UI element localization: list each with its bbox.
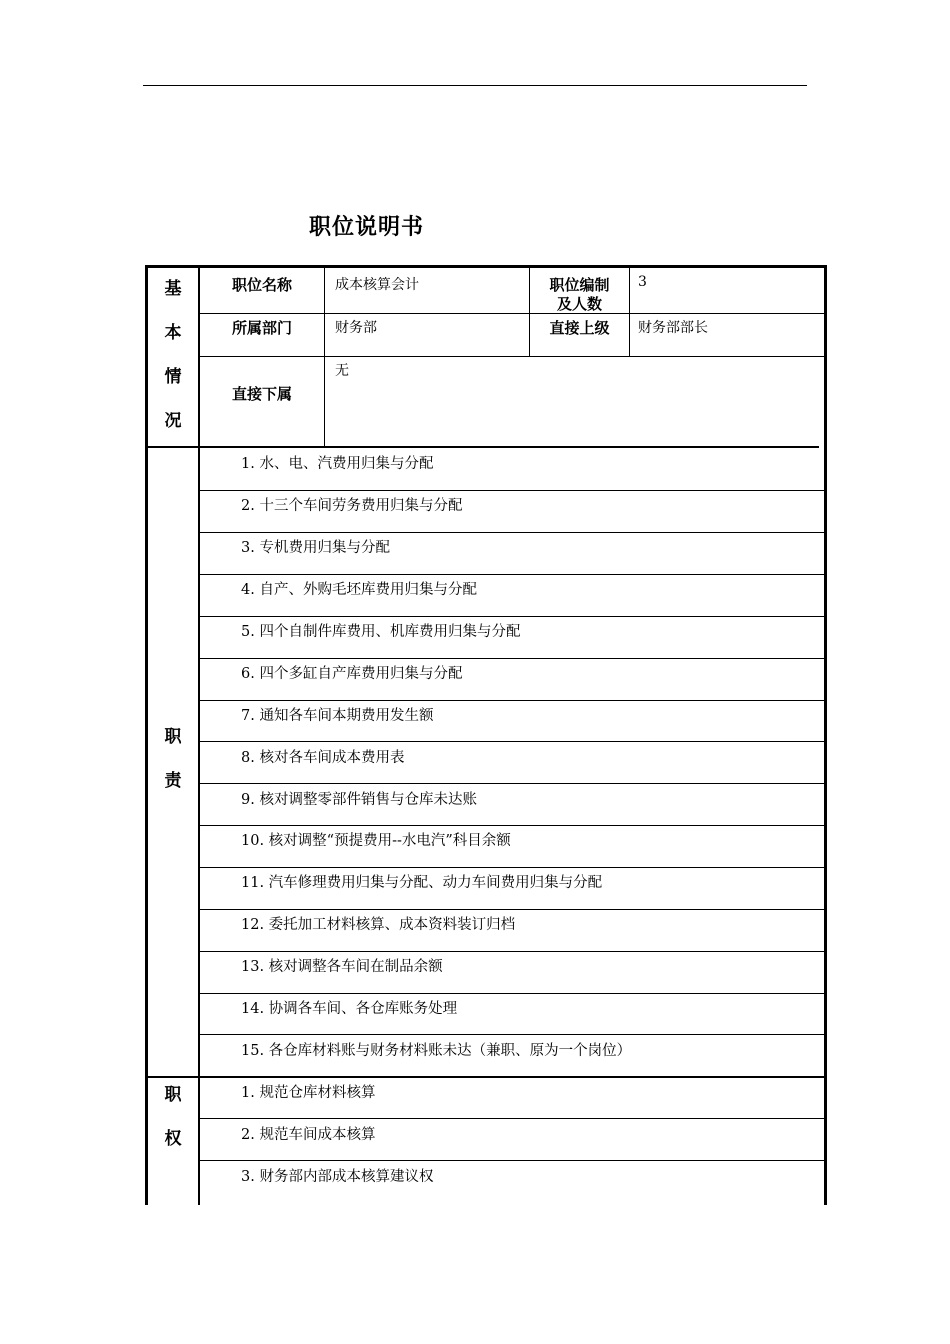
item-row-divider <box>198 616 825 617</box>
item-row-divider <box>198 532 825 533</box>
authority-item: 1. 规范仓库材料核算 <box>241 1085 376 1101</box>
headcount-label-line1: 职位编制 <box>549 276 610 294</box>
duty-item: 13. 核对调整各车间在制品余额 <box>241 959 443 975</box>
section-label-basic-1: 基 <box>164 279 182 299</box>
headcount-value: 3 <box>638 274 647 290</box>
department-label: 所属部门 <box>231 319 292 337</box>
item-row-divider <box>198 574 825 575</box>
section-divider <box>147 1076 825 1078</box>
basic-col-divider-3 <box>629 267 630 356</box>
basic-col-divider-1 <box>324 267 325 447</box>
row-divider <box>198 313 825 314</box>
section-label-basic-3: 情 <box>164 367 182 387</box>
duty-item: 11. 汽车修理费用归集与分配、动力车间费用归集与分配 <box>241 875 603 891</box>
item-row-divider <box>198 1034 825 1035</box>
item-row-divider <box>198 490 825 491</box>
position-name-label: 职位名称 <box>231 276 292 294</box>
subordinate-label: 直接下属 <box>231 385 292 403</box>
duty-item: 6. 四个多缸自产库费用归集与分配 <box>241 666 463 682</box>
item-row-divider <box>198 825 825 826</box>
headcount-label-line2: 及人数 <box>556 295 602 313</box>
section-label-duties-2: 责 <box>164 771 182 791</box>
department-value: 财务部 <box>335 320 377 336</box>
item-row-divider <box>198 867 825 868</box>
section-label-authority-1: 职 <box>164 1085 182 1105</box>
item-row-divider <box>198 951 825 952</box>
item-row-divider <box>198 700 825 701</box>
duty-item: 8. 核对各车间成本费用表 <box>241 750 405 766</box>
section-label-basic-2: 本 <box>164 323 182 343</box>
item-row-divider <box>198 658 825 659</box>
item-row-divider <box>198 1160 825 1161</box>
duty-item: 15. 各仓库材料账与财务材料账未达（兼职、原为一个岗位） <box>241 1043 632 1059</box>
subordinate-value: 无 <box>335 363 349 379</box>
item-row-divider <box>198 993 825 994</box>
duty-item: 5. 四个自制件库费用、机库费用归集与分配 <box>241 624 521 640</box>
duty-item: 1. 水、电、汽费用归集与分配 <box>241 456 434 472</box>
duty-item: 3. 专机费用归集与分配 <box>241 540 390 556</box>
document-title: 职位说明书 <box>309 215 425 240</box>
position-name-value: 成本核算会计 <box>335 277 419 293</box>
duty-item: 7. 通知各车间本期费用发生额 <box>241 708 434 724</box>
duty-item: 2. 十三个车间劳务费用归集与分配 <box>241 498 463 514</box>
row-divider <box>198 356 825 357</box>
item-row-divider <box>198 1118 825 1119</box>
authority-item: 3. 财务部内部成本核算建议权 <box>241 1169 434 1185</box>
supervisor-label: 直接上级 <box>549 319 610 337</box>
section-label-authority-2: 权 <box>164 1129 182 1149</box>
job-description-table <box>145 265 827 1205</box>
duty-item: 9. 核对调整零部件销售与仓库未达账 <box>241 792 477 808</box>
section-label-duties-1: 职 <box>164 727 182 747</box>
authority-item: 2. 规范车间成本核算 <box>241 1127 376 1143</box>
duty-item: 4. 自产、外购毛坯库费用归集与分配 <box>241 582 477 598</box>
supervisor-value: 财务部部长 <box>638 320 708 336</box>
duty-item: 12. 委托加工材料核算、成本资料装订归档 <box>241 917 516 933</box>
duty-item: 10. 核对调整“预提费用--水电汽”科目余额 <box>241 833 511 849</box>
item-row-divider <box>198 783 825 784</box>
section-label-basic-4: 况 <box>164 411 182 431</box>
item-row-divider <box>198 909 825 910</box>
header-rule <box>143 85 807 86</box>
item-row-divider <box>198 741 825 742</box>
duty-item: 14. 协调各车间、各仓库账务处理 <box>241 1001 458 1017</box>
section-divider <box>147 446 819 448</box>
